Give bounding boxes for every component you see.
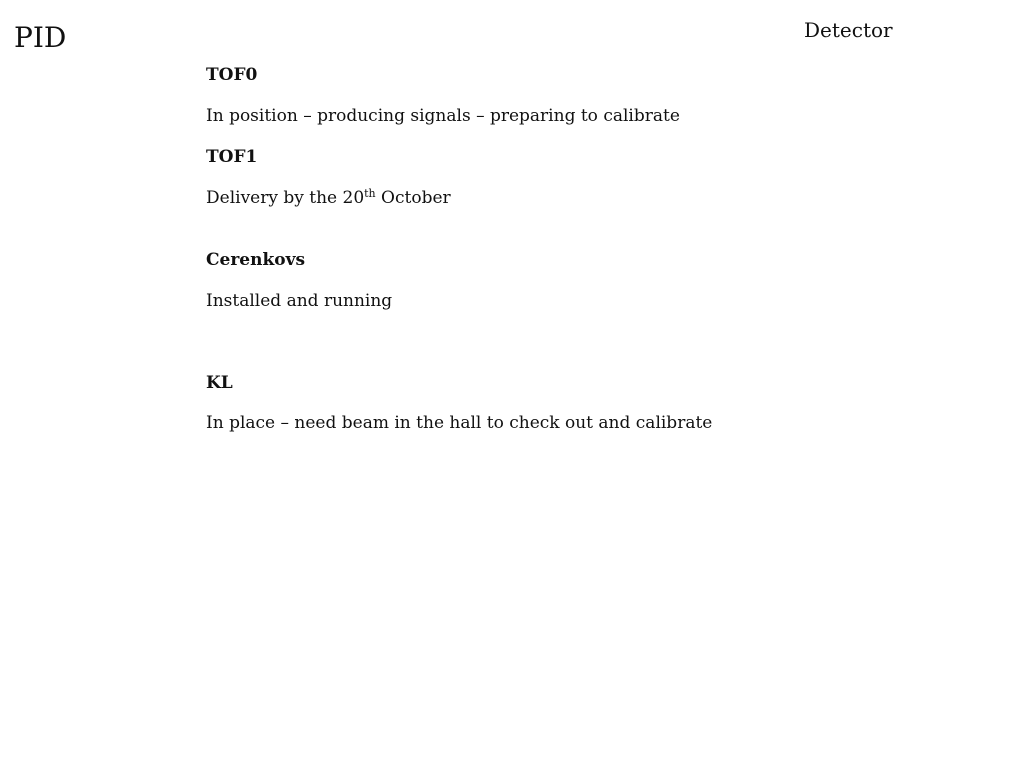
item-description-cerenkovs: Installed and running	[206, 291, 393, 311]
slide-subtitle: Detector	[804, 18, 893, 42]
description-text-suffix: October	[375, 188, 451, 208]
item-heading-cerenkovs: Cerenkovs	[206, 250, 306, 270]
item-heading-kl: KL	[206, 373, 233, 393]
item-heading-tof0: TOF0	[206, 65, 258, 85]
item-description-tof0: In position – producing signals – preparing to calibrate	[206, 106, 680, 126]
slide-title: PID	[14, 21, 67, 54]
item-heading-tof1: TOF1	[206, 147, 258, 167]
item-description-tof1	[206, 187, 451, 209]
item-description-kl: In place – need beam in the hall to check out and calibrate	[206, 413, 713, 433]
description-text: Delivery by the 20	[206, 188, 365, 208]
ordinal-superscript: th	[364, 187, 376, 200]
